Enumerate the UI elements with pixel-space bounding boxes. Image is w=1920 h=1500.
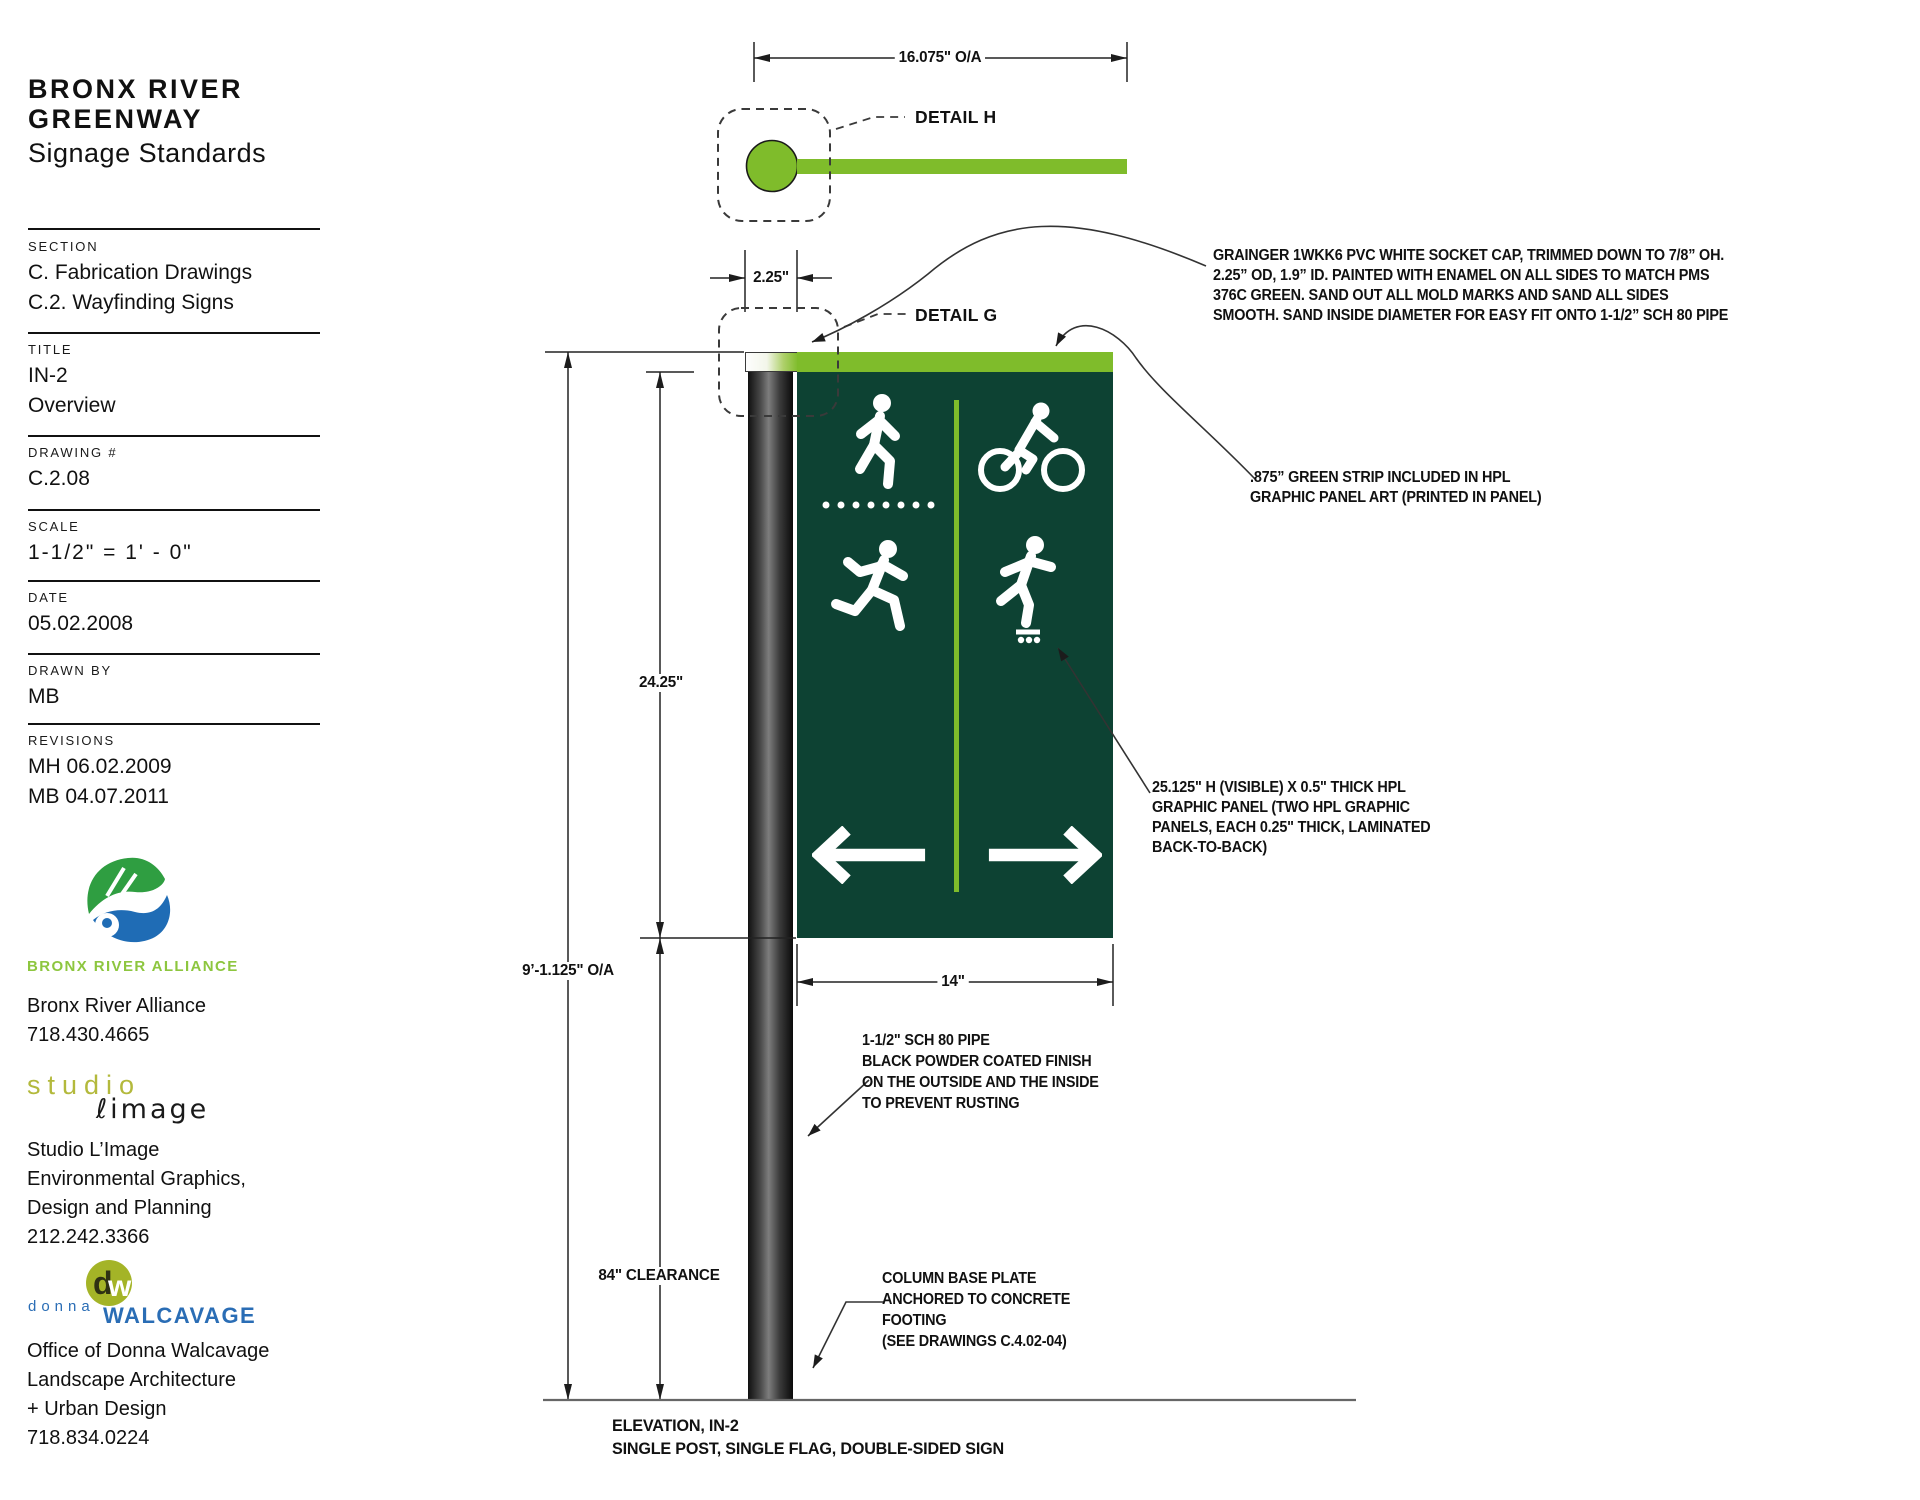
hpl-annotation bbox=[1152, 778, 1431, 858]
dw-line-4: 718.834.0224 bbox=[27, 1427, 150, 1449]
strip-annotation-line1: .875” GREEN STRIP INCLUDED IN HPL bbox=[1250, 469, 1511, 486]
bra-phone: 718.430.4665 bbox=[27, 1024, 150, 1046]
arrow-left-icon bbox=[812, 826, 927, 884]
pipe-annotation-line1: 1-1/2" SCH 80 PIPE bbox=[862, 1032, 990, 1049]
divider bbox=[28, 653, 320, 655]
strip-annotation-line2: GRAPHIC PANEL ART (PRINTED IN PANEL) bbox=[1250, 489, 1542, 506]
project-title-line2: GREENWAY bbox=[28, 104, 204, 134]
bronx-river-alliance-logo bbox=[76, 853, 180, 953]
title-value-2: Overview bbox=[28, 394, 116, 417]
base-annotation-line2: ANCHORED TO CONCRETE bbox=[882, 1291, 1071, 1308]
pipe-annotation-line4: TO PREVENT RUSTING bbox=[862, 1095, 1020, 1112]
strip-annotation bbox=[1250, 468, 1541, 508]
bra-name: Bronx River Alliance bbox=[27, 995, 206, 1017]
sign-graphic-panel bbox=[797, 352, 1113, 938]
drawn-by-value: MB bbox=[28, 685, 60, 708]
hpl-annotation-line3: PANELS, EACH 0.25" THICK, LAMINATED bbox=[1152, 819, 1431, 836]
scale-value: 1-1/2" = 1' - 0" bbox=[28, 541, 193, 564]
title-value-1: IN-2 bbox=[28, 364, 68, 387]
studio-limage-logo-word2: ℓimage bbox=[96, 1094, 210, 1125]
section-value-2: C.2. Wayfinding Signs bbox=[28, 291, 234, 314]
studio-line-1: Studio L’Image bbox=[27, 1139, 160, 1161]
divider bbox=[28, 435, 320, 437]
detail-h-circle bbox=[745, 139, 799, 193]
detail-h-label: DETAIL H bbox=[915, 107, 997, 127]
drawing-number-value: C.2.08 bbox=[28, 467, 90, 490]
studio-line-3: Design and Planning bbox=[27, 1197, 212, 1219]
base-annotation-leader bbox=[813, 1302, 884, 1368]
cyclist-icon bbox=[975, 400, 1090, 495]
dw-line-1: Office of Donna Walcavage bbox=[27, 1340, 270, 1362]
cap-annotation bbox=[1213, 246, 1728, 326]
base-annotation bbox=[882, 1268, 1070, 1352]
divider bbox=[28, 332, 320, 334]
dim-overall-height-label: 9’-1.125" O/A bbox=[518, 962, 617, 980]
dw-line-3: + Urban Design bbox=[27, 1398, 167, 1420]
dw-line-2: Landscape Architecture bbox=[27, 1369, 237, 1391]
green-strip bbox=[797, 352, 1113, 372]
hpl-annotation-line4: BACK-TO-BACK) bbox=[1152, 839, 1268, 856]
arrow-right-icon bbox=[987, 826, 1102, 884]
hpl-annotation-line2: GRAPHIC PANEL (TWO HPL GRAPHIC bbox=[1152, 799, 1410, 816]
date-value: 05.02.2008 bbox=[28, 612, 134, 635]
detail-h-leader bbox=[836, 117, 905, 129]
fish-leaf-icon bbox=[76, 853, 180, 953]
divider bbox=[28, 723, 320, 725]
divider bbox=[28, 580, 320, 582]
runner-icon bbox=[828, 538, 923, 643]
detail-h-bar bbox=[797, 159, 1127, 174]
dw-logo-donna: donna bbox=[28, 1298, 95, 1315]
walker-icon bbox=[840, 393, 915, 493]
title-block bbox=[0, 0, 340, 1500]
revision-2: MB 04.07.2011 bbox=[28, 785, 169, 808]
base-annotation-line4: (SEE DRAWINGS C.4.02-04) bbox=[882, 1333, 1067, 1350]
elevation-caption bbox=[612, 1414, 1004, 1460]
dim-overall-width-label: 16.075" O/A bbox=[895, 49, 985, 67]
revisions-label: REVISIONS bbox=[28, 733, 115, 748]
divider bbox=[28, 228, 320, 230]
pipe-annotation-line2: BLACK POWDER COATED FINISH bbox=[862, 1053, 1092, 1070]
revision-1: MH 06.02.2009 bbox=[28, 755, 172, 778]
sign-post-pipe bbox=[748, 372, 793, 1400]
pipe-annotation-line3: ON THE OUTSIDE AND THE INSIDE bbox=[862, 1074, 1099, 1091]
bra-logo-text: BRONX RIVER ALLIANCE bbox=[27, 958, 239, 975]
dw-logo-walcavage: WALCAVAGE bbox=[103, 1303, 257, 1328]
studio-line-4: 212.242.3366 bbox=[27, 1226, 150, 1248]
detail-g-label: DETAIL G bbox=[915, 305, 998, 325]
project-subtitle: Signage Standards bbox=[28, 138, 267, 168]
cap-annotation-line4: SMOOTH. SAND INSIDE DIAMETER FOR EASY FIT ONTO 1-1/2” SCH 80 PIPE bbox=[1213, 307, 1729, 324]
dim-clearance-label: 84" CLEARANCE bbox=[595, 1267, 724, 1285]
title-label: TITLE bbox=[28, 342, 73, 357]
base-annotation-line1: COLUMN BASE PLATE bbox=[882, 1270, 1037, 1287]
dw-logo-d: d bbox=[93, 1265, 113, 1301]
divider bbox=[28, 509, 320, 511]
elevation-caption-line1: ELEVATION, IN-2 bbox=[612, 1416, 739, 1435]
elevation-caption-line2: SINGLE POST, SINGLE FLAG, DOUBLE-SIDED SIGN bbox=[612, 1439, 1005, 1458]
dw-logo-w: w bbox=[108, 1270, 132, 1303]
skater-icon bbox=[983, 535, 1078, 647]
studio-limage-logo-word1: studio bbox=[27, 1070, 142, 1100]
dim-cap-od-label: 2.25" bbox=[749, 269, 792, 287]
cap-annotation-line2: 2.25” OD, 1.9” ID. PAINTED WITH ENAMEL ON ALL SIDES TO MATCH PMS bbox=[1213, 267, 1710, 284]
panel-divider-line bbox=[954, 400, 959, 892]
project-title-line1: BRONX RIVER bbox=[28, 74, 244, 104]
dim-panel-width-label: 14" bbox=[937, 973, 968, 991]
walker-dotted-path bbox=[820, 500, 936, 510]
section-value-1: C. Fabrication Drawings bbox=[28, 261, 253, 284]
studio-line-2: Environmental Graphics, bbox=[27, 1168, 246, 1190]
pipe-annotation bbox=[862, 1030, 1099, 1114]
base-annotation-line3: FOOTING bbox=[882, 1312, 947, 1329]
hpl-annotation-line1: 25.125" H (VISIBLE) X 0.5" THICK HPL bbox=[1152, 779, 1406, 796]
scale-label: SCALE bbox=[28, 519, 80, 534]
cap-annotation-line1: GRAINGER 1WKK6 PVC WHITE SOCKET CAP, TRIMMED DOWN TO 7/8” OH. bbox=[1213, 247, 1725, 264]
drawing-number-label: DRAWING # bbox=[28, 445, 118, 460]
pipe-annotation-leader bbox=[808, 1080, 869, 1136]
drawn-by-label: DRAWN BY bbox=[28, 663, 112, 678]
cap-annotation-line3: 376C GREEN. SAND OUT ALL MOLD MARKS AND SAND ALL SIDES bbox=[1213, 287, 1669, 304]
section-label: SECTION bbox=[28, 239, 99, 254]
date-label: DATE bbox=[28, 590, 69, 605]
cap-annotation-leader bbox=[812, 226, 1206, 342]
pvc-socket-cap bbox=[745, 352, 799, 372]
dim-panel-height-label: 24.25" bbox=[635, 674, 687, 692]
detail-g-leader bbox=[844, 314, 906, 327]
